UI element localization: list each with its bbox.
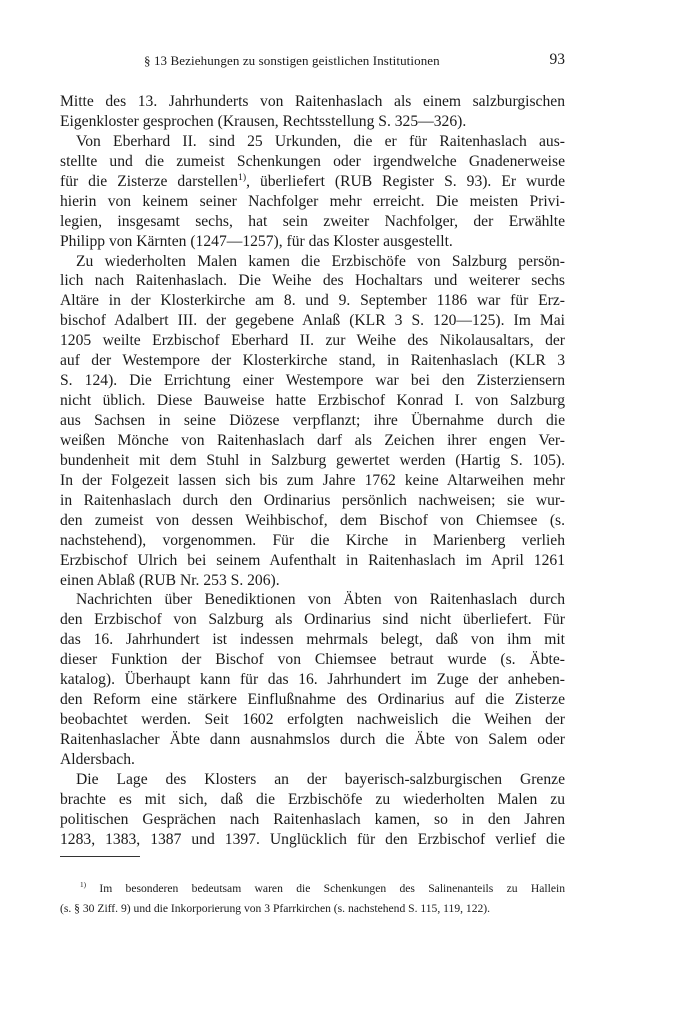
text-line: Altäre in der Klosterkirche am 8. und 9. September 1186 war für Erz- — [60, 292, 565, 310]
text-line: Die Lage des Klosters an der bayerisch-salzburgischen Grenze — [76, 770, 565, 788]
running-title: § 13 Beziehungen zu sonstigen geistlichen Institutionen — [144, 53, 440, 68]
text-line: den Erzbischof von Salzburg als Ordinarius sind nicht überliefert. Für — [60, 611, 565, 629]
text-line: katalog). Überhaupt kann für das 16. Jahrhundert im Zuge der anheben- — [60, 671, 565, 689]
text-line: Mitte des 13. Jahrhunderts von Raitenhaslach als einem salzburgischen — [60, 93, 565, 110]
running-head — [60, 52, 565, 72]
footnote-line — [60, 880, 565, 900]
text-line: bischof Adalbert III. der gegebene Anlaß (KLR 3 S. 120—125). Im Mai — [60, 312, 565, 330]
text-line: bundenheit mit dem Stuhl in Salzburg gewertet werden (Hartig S. 105). — [60, 451, 565, 469]
text-line: Von Eberhard II. sind 25 Urkunden, die er für Raitenhaslach aus- — [76, 132, 565, 150]
footnote-line: (s. § 30 Ziff. 9) und die Inkorporierung von 3 Pfarrkirchen (s. nachstehend S. 115, 119, 122). — [60, 901, 491, 915]
footnote-divider — [60, 856, 140, 857]
text-line: S. 124). Die Errichtung einer Westempore war bei den Zisterziensern — [60, 372, 565, 390]
text-line: Aldersbach. — [60, 750, 135, 768]
paragraph-4 — [60, 590, 565, 769]
text-line: einen Ablaß (RUB Nr. 253 S. 206). — [60, 571, 280, 589]
text-line: nicht üblich. Diese Bauweise hatte Erzbischof Konrad I. von Salzburg — [60, 392, 565, 410]
paragraph-2 — [60, 132, 565, 252]
footnote-reference[interactable]: 1) — [238, 171, 247, 183]
text-line: legien, insgesamt sechs, hat sein zweiter Nachfolger, der Erwählte — [60, 212, 565, 230]
text-line: den Reform eine stärkere Einflußnahme des Ordinarius auf die Zisterze — [60, 691, 565, 709]
text-line: politischen Gesprächen nach Raitenhaslach kamen, so in den Jahren — [60, 810, 565, 828]
text-line: aus Sachsen in seine Diözese verpflanzt; ihre Übernahme durch die — [60, 412, 565, 429]
text-line: Nachrichten über Benediktionen von Äbten von Raitenhaslach durch — [76, 591, 565, 609]
text-line: hierin von keinem seiner Nachfolger mehr erreicht. Die meisten Privi- — [60, 192, 565, 210]
paragraph-1 — [60, 92, 565, 132]
text-line: weißen Mönche von Raitenhaslach darf als Zeichen ihrer engen Ver- — [60, 431, 565, 449]
text-fragment: , überliefert (RUB Register S. 93). Er wurde — [246, 172, 565, 190]
text-line: In der Folgezeit lassen sich bis zum Jahre 1762 keine Altarweihen mehr — [60, 471, 565, 489]
text-line: Erzbischof Ulrich bei seinem Aufenthalt in Raitenhaslach im April 1261 — [60, 551, 565, 569]
text-line: dieser Funktion der Bischof von Chiemsee betraut wurde (s. Äbte- — [60, 651, 565, 669]
footnotes — [60, 880, 565, 920]
text-line: Philipp von Kärnten (1247—1257), für das Kloster ausgestellt. — [60, 232, 453, 250]
text-fragment: Im besonderen bedeutsam waren die Schenkungen des Salinenanteils zu Hallein — [99, 882, 565, 895]
text-line: Zu wiederholten Malen kamen die Erzbischöfe von Salzburg persön- — [76, 252, 565, 270]
text-line: nachstehend), vorgenommen. Für die Kirche in Marienberg verlieh — [60, 531, 565, 549]
text-line: lich nach Raitenhaslach. Die Weihe des Hochaltars und weiterer sechs — [60, 272, 565, 290]
text-line: Raitenhaslacher Äbte dann ausnahmslos durch die Äbte von Salem oder — [60, 731, 565, 748]
text-line: den zumeist von dessen Weihbischof, dem Bischof von Chiemsee (s. — [60, 511, 565, 529]
text-line: Eigenkloster gesprochen (Krausen, Rechtsstellung S. 325—326). — [60, 112, 467, 130]
text-fragment: für die Zisterze darstellen — [60, 172, 239, 190]
text-line: 1283, 1383, 1387 und 1397. Unglücklich für den Erzbischof verlief die — [60, 830, 565, 848]
footnote-marker: 1) — [80, 881, 86, 890]
body-text — [60, 92, 565, 850]
text-line: stellte und die zumeist Schenkungen oder irgendwelche Gnadenerweise — [60, 152, 565, 170]
text-line: beobachtet werden. Seit 1602 erfolgten nachweislich die Weihen der — [60, 711, 565, 729]
text-line: auf der Westempore der Klosterkirche stand, in Raitenhaslach (KLR 3 — [60, 352, 565, 370]
text-line: brachte es mit sich, daß die Erzbischöfe zu wiederholten Malen zu — [60, 790, 565, 808]
paragraph-3 — [60, 252, 565, 591]
text-line-with-footnote-ref — [60, 172, 565, 192]
text-line: in Raitenhaslach durch den Ordinarius persönlich nachweisen; sie wur- — [60, 491, 565, 509]
paragraph-5 — [60, 770, 565, 850]
text-line: 1205 weilte Erzbischof Eberhard II. zur Weihe des Nikolausaltars, der — [60, 332, 565, 350]
text-line: das 16. Jahrhundert ist indessen mehrmals belegt, daß von ihm mit — [60, 631, 565, 649]
page-number: 93 — [549, 51, 565, 68]
